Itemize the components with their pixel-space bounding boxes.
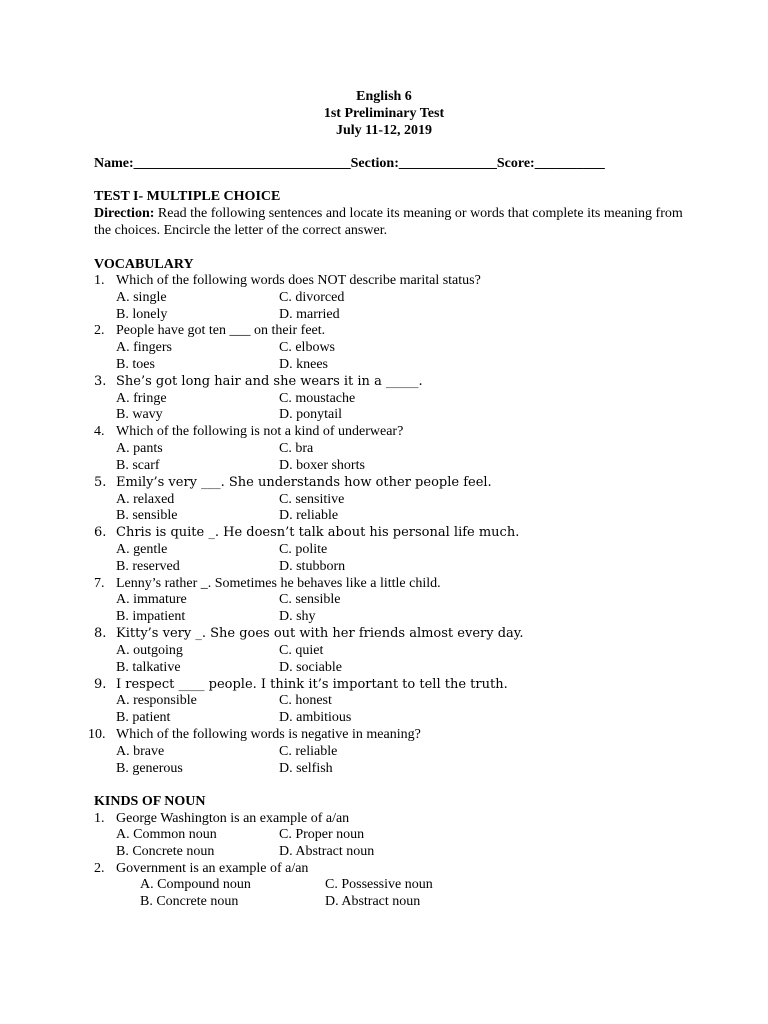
direction-paragraph [94, 205, 684, 239]
question-text: Kitty’s very _. She goes out with her friends almost every day. [116, 626, 524, 641]
question-text: Which of the following is not a kind of underwear? [116, 424, 404, 439]
question-number: 5. [94, 475, 107, 490]
choice-a[interactable]: A. outgoing [116, 643, 183, 658]
choice-c[interactable]: C. sensible [279, 592, 341, 607]
course-title: English 6 [356, 89, 412, 104]
choice-c[interactable]: C. quiet [279, 643, 324, 658]
question-text: George Washington is an example of a/an [116, 811, 350, 826]
question-text: I respect ____ people. I think it’s important to tell the truth. [116, 677, 508, 692]
choice-c[interactable]: C. moustache [279, 391, 356, 406]
question-number: 6. [94, 525, 107, 540]
choice-a[interactable]: A. fringe [116, 391, 167, 406]
direction-label: Direction: [94, 206, 155, 221]
question-text: Which of the following words does NOT describe marital status? [116, 273, 481, 288]
choice-b[interactable]: B. lonely [116, 307, 168, 322]
choice-a[interactable]: A. Common noun [116, 827, 217, 842]
choice-a[interactable]: A. immature [116, 592, 187, 607]
choice-d[interactable]: D. sociable [279, 660, 342, 675]
question-number: 2. [94, 861, 105, 876]
choice-d[interactable]: D. shy [279, 609, 316, 624]
choice-d[interactable]: D. ponytail [279, 407, 342, 422]
question-text: Government is an example of a/an [116, 861, 309, 876]
question-number: 3. [94, 374, 107, 389]
name-section-score-line: Name:_______________________________Section:______________Score:__________ [94, 156, 605, 171]
choice-c[interactable]: C. sensitive [279, 492, 345, 507]
choice-b[interactable]: B. sensible [116, 508, 178, 523]
choice-d[interactable]: D. knees [279, 357, 328, 372]
choice-d[interactable]: D. selfish [279, 761, 333, 776]
question-number: 7. [94, 576, 105, 591]
test-date: July 11-12, 2019 [335, 123, 433, 138]
question-text: Lenny’s rather _. Sometimes he behaves like a little child. [116, 576, 441, 591]
choice-a[interactable]: A. relaxed [116, 492, 175, 507]
choice-a[interactable]: A. Compound noun [140, 877, 251, 892]
choice-a[interactable]: A. brave [116, 744, 165, 759]
choice-d[interactable]: D. married [279, 307, 340, 322]
choice-b[interactable]: B. Concrete noun [140, 894, 239, 909]
choice-a[interactable]: A. fingers [116, 340, 172, 355]
choice-b[interactable]: B. Concrete noun [116, 844, 215, 859]
choice-c[interactable]: C. elbows [279, 340, 335, 355]
question-number: 10. [88, 727, 106, 742]
vocabulary-title: VOCABULARY [94, 257, 194, 272]
choice-c[interactable]: C. Possessive noun [325, 877, 433, 892]
choice-b[interactable]: B. scarf [116, 458, 160, 473]
choice-a[interactable]: A. single [116, 290, 167, 305]
question-number: 4. [94, 424, 105, 439]
choice-c[interactable]: C. honest [279, 693, 332, 708]
choice-b[interactable]: B. reserved [116, 559, 180, 574]
question-text: People have got ten ___ on their feet. [116, 323, 326, 338]
choice-b[interactable]: B. impatient [116, 609, 186, 624]
test-header [0, 88, 768, 139]
choice-d[interactable]: D. Abstract noun [279, 844, 375, 859]
choice-b[interactable]: B. patient [116, 710, 171, 725]
question-number: 9. [94, 677, 107, 692]
question-number: 8. [94, 626, 107, 641]
choice-d[interactable]: D. Abstract noun [325, 894, 421, 909]
choice-c[interactable]: C. divorced [279, 290, 345, 305]
test1-title: TEST I- MULTIPLE CHOICE [94, 189, 281, 204]
choice-b[interactable]: B. toes [116, 357, 155, 372]
choice-c[interactable]: C. bra [279, 441, 314, 456]
kinds-of-noun-title: KINDS OF NOUN [94, 794, 206, 809]
question-number: 1. [94, 811, 105, 826]
choice-d[interactable]: D. reliable [279, 508, 339, 523]
question-text: Which of the following words is negative in meaning? [116, 727, 421, 742]
choice-c[interactable]: C. polite [279, 542, 328, 557]
question-number: 2. [94, 323, 105, 338]
test-title: 1st Preliminary Test [323, 106, 445, 121]
question-text: Emily’s very ___. She understands how other people feel. [116, 475, 492, 490]
choice-b[interactable]: B. talkative [116, 660, 181, 675]
choice-d[interactable]: D. ambitious [279, 710, 352, 725]
choice-b[interactable]: B. wavy [116, 407, 163, 422]
choice-a[interactable]: A. responsible [116, 693, 197, 708]
question-text: Chris is quite _. He doesn’t talk about his personal life much. [116, 525, 520, 540]
choice-d[interactable]: D. stubborn [279, 559, 346, 574]
choice-c[interactable]: C. Proper noun [279, 827, 365, 842]
choice-a[interactable]: A. pants [116, 441, 163, 456]
question-text: She’s got long hair and she wears it in a _____. [116, 374, 423, 389]
choice-a[interactable]: A. gentle [116, 542, 168, 557]
direction-text: Read the following sentences and locate its meaning or words that complete its meaning from the choices. Encircle the letter of the correct answer. [94, 206, 683, 238]
choice-b[interactable]: B. generous [116, 761, 183, 776]
choice-c[interactable]: C. reliable [279, 744, 338, 759]
choice-d[interactable]: D. boxer shorts [279, 458, 365, 473]
question-number: 1. [94, 273, 105, 288]
